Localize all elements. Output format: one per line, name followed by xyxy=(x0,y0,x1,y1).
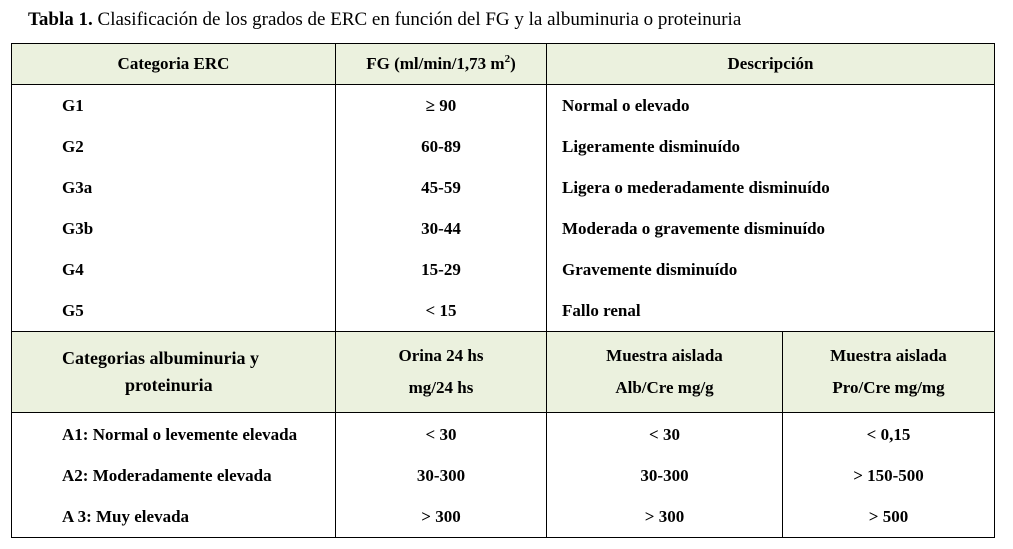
grade-cat-g3a: G3a xyxy=(62,178,93,197)
alb-orina-a1: < 30 xyxy=(425,424,457,444)
header-orina-line2: mg/24 hs xyxy=(408,378,474,397)
grade-fg-g5: < 15 xyxy=(425,301,457,320)
alb-alb-a2: 30-300 xyxy=(640,465,689,485)
header-orina-line1: Orina 24 hs xyxy=(398,346,484,365)
grade-desc-g3a: Ligera o mederadamente disminuído xyxy=(562,178,830,197)
header-alb-line1: Muestra aislada xyxy=(606,346,723,365)
grade-cat-g4: G4 xyxy=(62,260,84,279)
alb-orina-a2: 30-300 xyxy=(416,465,466,485)
alb-alb-a3: > 300 xyxy=(644,506,685,526)
alb-cat-a2: A2: Moderadamente elevada xyxy=(62,465,272,485)
header-alb-line2: Alb/Cre mg/g xyxy=(615,378,714,397)
alb-orina-a3: > 300 xyxy=(421,506,461,526)
header-row-albuminuria xyxy=(12,332,995,413)
grade-fg-g4: 15-29 xyxy=(421,260,461,279)
grade-cat-g5: G5 xyxy=(62,301,84,320)
caption-label: Tabla 1. xyxy=(28,9,93,30)
alb-alb-a1: < 30 xyxy=(649,424,680,444)
grades-category-cell xyxy=(12,85,336,332)
header-categorias-line2: proteinuria xyxy=(125,375,213,395)
grade-fg-g2: 60-89 xyxy=(421,137,461,156)
grade-cat-g3b: G3b xyxy=(62,219,94,238)
header-fg-text: FG (ml/min/1,73 m xyxy=(366,54,505,73)
caption-text: Clasificación de los grados de ERC en función del FG y la albuminuria o proteinuria xyxy=(92,9,742,30)
header-pro-line2: Pro/Cre mg/mg xyxy=(832,378,945,397)
grade-fg-g3a: 45-59 xyxy=(421,178,461,197)
albuminuria-alb-cell xyxy=(547,413,783,538)
header-descripcion: Descripción xyxy=(547,44,995,85)
grade-desc-g1: Normal o elevado xyxy=(562,96,690,115)
erc-classification-table xyxy=(11,43,995,538)
grade-fg-g3b: 30-44 xyxy=(421,219,461,238)
header-orina xyxy=(336,332,547,413)
alb-pro-a3: > 500 xyxy=(868,506,909,526)
header-fg-sup: 2 xyxy=(504,53,511,65)
alb-cat-a1: A1: Normal o levemente elevada xyxy=(62,424,298,444)
grade-cat-g1: G1 xyxy=(62,96,84,115)
header-fg-close: ) xyxy=(510,54,516,73)
grade-desc-g4: Gravemente disminuído xyxy=(562,260,738,279)
grade-cat-g2: G2 xyxy=(62,137,84,156)
header-alb-cre xyxy=(547,332,783,413)
albuminuria-pro-cell xyxy=(783,413,995,538)
grade-desc-g5: Fallo renal xyxy=(562,301,641,320)
header-categorias-line1: Categorias albuminuria y xyxy=(62,348,260,368)
header-fg xyxy=(336,44,547,85)
albuminuria-block xyxy=(12,413,995,538)
grade-desc-g3b: Moderada o gravemente disminuído xyxy=(562,219,826,238)
header-pro-line1: Muestra aislada xyxy=(830,346,947,365)
grade-desc-g2: Ligeramente disminuído xyxy=(562,137,741,156)
grade-fg-g1: ≥ 90 xyxy=(425,96,457,115)
albuminuria-category-cell xyxy=(12,413,336,538)
table-caption xyxy=(28,9,741,31)
header-row-grades xyxy=(12,44,995,85)
grades-block xyxy=(12,85,995,332)
header-categorias-albuminuria xyxy=(12,332,336,413)
alb-pro-a2: > 150-500 xyxy=(853,465,924,485)
header-pro-cre xyxy=(783,332,995,413)
alb-cat-a3: A 3: Muy elevada xyxy=(62,506,190,526)
header-categoria-erc: Categoria ERC xyxy=(12,44,336,85)
albuminuria-orina-cell xyxy=(336,413,547,538)
grades-desc-cell xyxy=(547,85,995,332)
grades-fg-cell xyxy=(336,85,547,332)
alb-pro-a1: < 0,15 xyxy=(866,424,911,444)
